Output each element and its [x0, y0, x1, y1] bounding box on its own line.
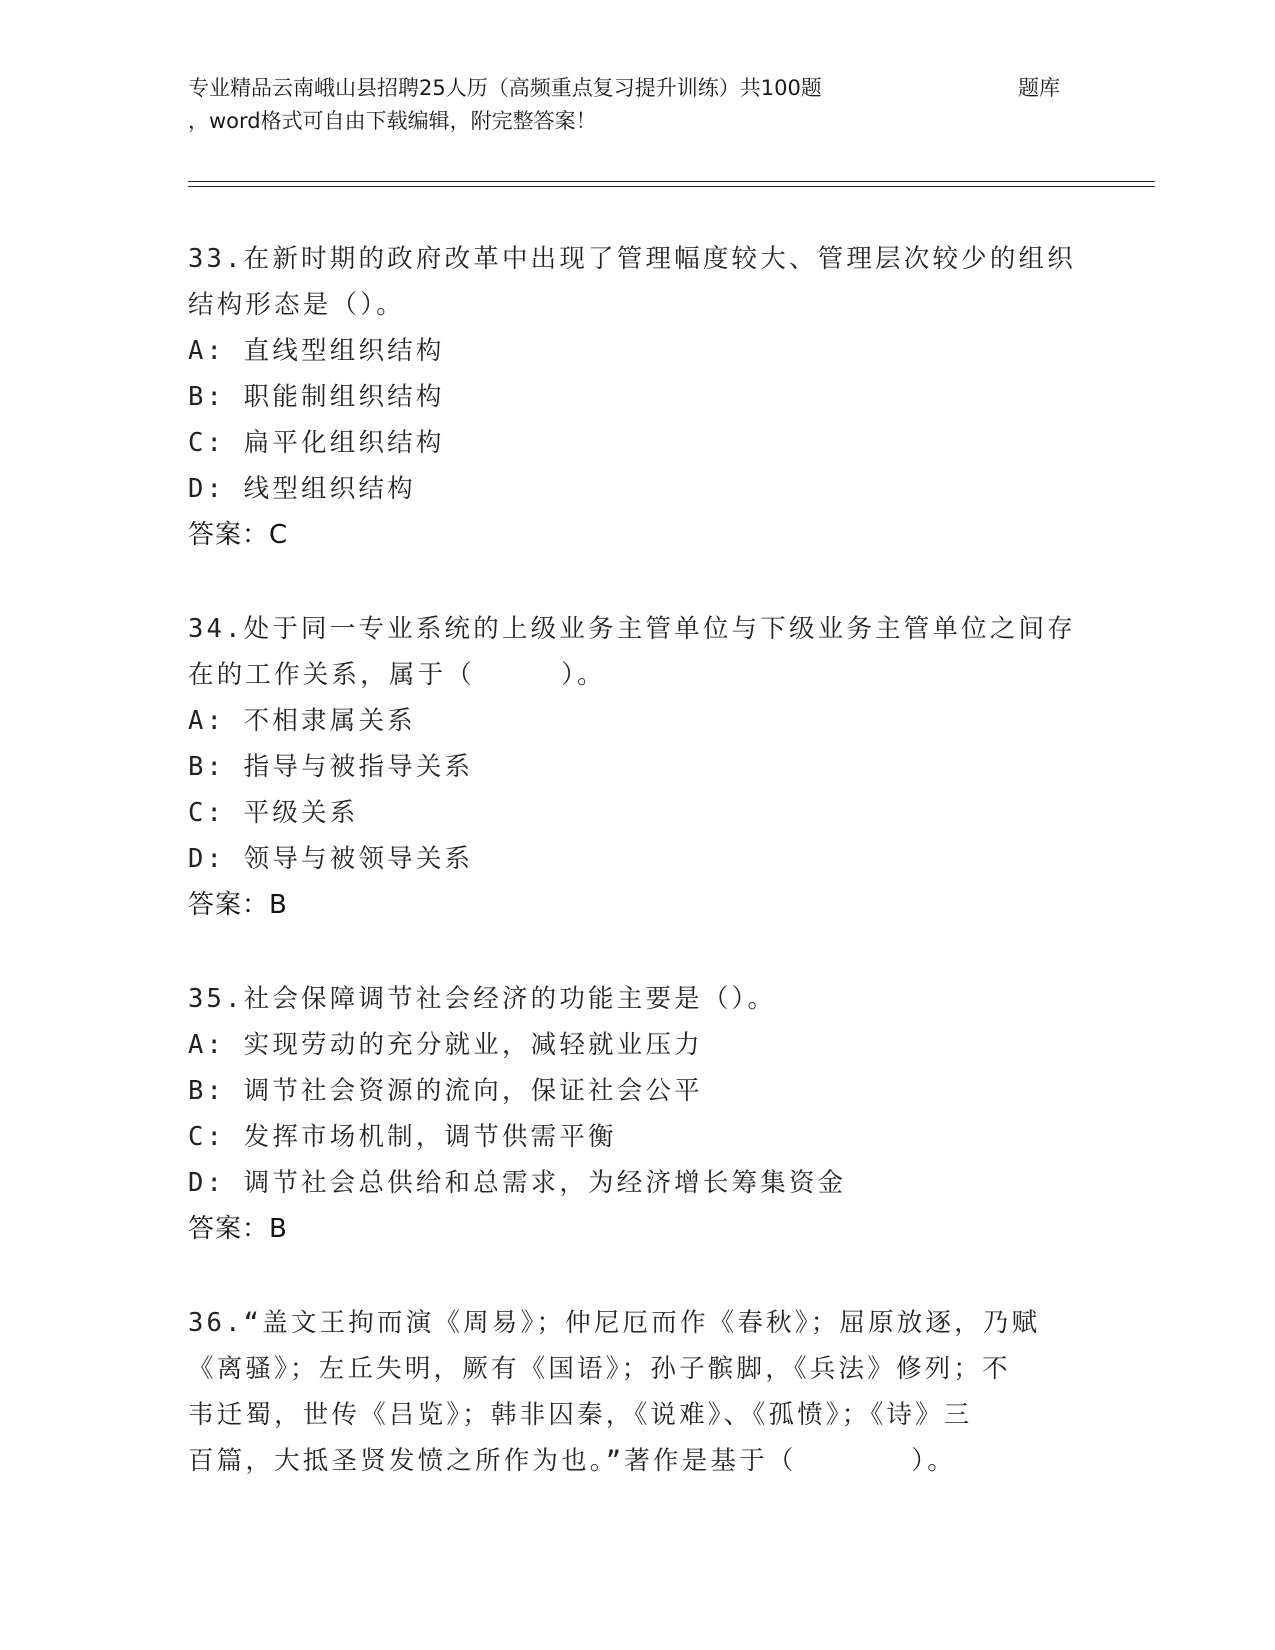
- page-header: [188, 72, 1068, 138]
- option-b: B: 指导与被指导关系: [188, 752, 474, 782]
- option-a: A: 实现劳动的充分就业，减轻就业压力: [188, 1030, 703, 1060]
- option-b: B: 调节社会资源的流向，保证社会公平: [188, 1076, 703, 1106]
- option-a: A: 不相隶属关系: [188, 706, 416, 736]
- question-text-line: 韦迁蜀，世传《吕览》；韩非囚秦，《说难》、《孤愤》；《诗》三: [188, 1400, 973, 1430]
- answer: 答案：C: [188, 520, 289, 550]
- option-d: D: 线型组织结构: [188, 474, 416, 504]
- question-text-line: 《离骚》；左丘失明，厥有《国语》；孙子髌脚，《兵法》修列；不: [188, 1354, 1011, 1384]
- option-c: C: 发挥市场机制，调节供需平衡: [188, 1122, 617, 1152]
- question-text-line: 33.在新时期的政府改革中出现了管理幅度较大、管理层次较少的组织: [188, 244, 1076, 274]
- question-text-line: 在的工作关系，属于（ ）。: [188, 660, 606, 690]
- header-tag: 题库: [1018, 76, 1060, 100]
- question-text-line: 35.社会保障调节社会经济的功能主要是（）。: [188, 984, 777, 1014]
- question-text-line: 百篇，大抵圣贤发愤之所作为也。”著作是基于（ ）。: [188, 1446, 956, 1476]
- option-a: A: 直线型组织结构: [188, 336, 445, 366]
- header-divider-top: [188, 181, 1155, 182]
- question-34: [188, 606, 1088, 928]
- option-c: C: 扁平化组织结构: [188, 428, 445, 458]
- option-d: D: 领导与被领导关系: [188, 844, 474, 874]
- header-title-line2: ，word格式可自由下载编辑，附完整答案！: [188, 109, 597, 133]
- answer: 答案：B: [188, 890, 288, 920]
- header-title: 专业精品云南峨山县招聘25人历（高频重点复习提升训练）共100题: [188, 76, 822, 100]
- question-35: [188, 976, 1088, 1252]
- question-list: [188, 236, 1088, 1532]
- option-c: C: 平级关系: [188, 798, 359, 828]
- question-33: [188, 236, 1088, 558]
- question-text-line: 结构形态是（）。: [188, 290, 405, 320]
- option-d: D: 调节社会总供给和总需求，为经济增长筹集资金: [188, 1168, 847, 1198]
- question-text-line: 36.“盖文王拘而演《周易》；仲尼厄而作《春秋》；屈原放逐，乃赋: [188, 1308, 1041, 1338]
- option-b: B: 职能制组织结构: [188, 382, 445, 412]
- header-divider-bottom: [188, 186, 1155, 187]
- answer: 答案：B: [188, 1214, 288, 1244]
- question-36: [188, 1300, 1088, 1484]
- question-text-line: 34.处于同一专业系统的上级业务主管单位与下级业务主管单位之间存: [188, 614, 1076, 644]
- header-title-line1: [188, 72, 1068, 105]
